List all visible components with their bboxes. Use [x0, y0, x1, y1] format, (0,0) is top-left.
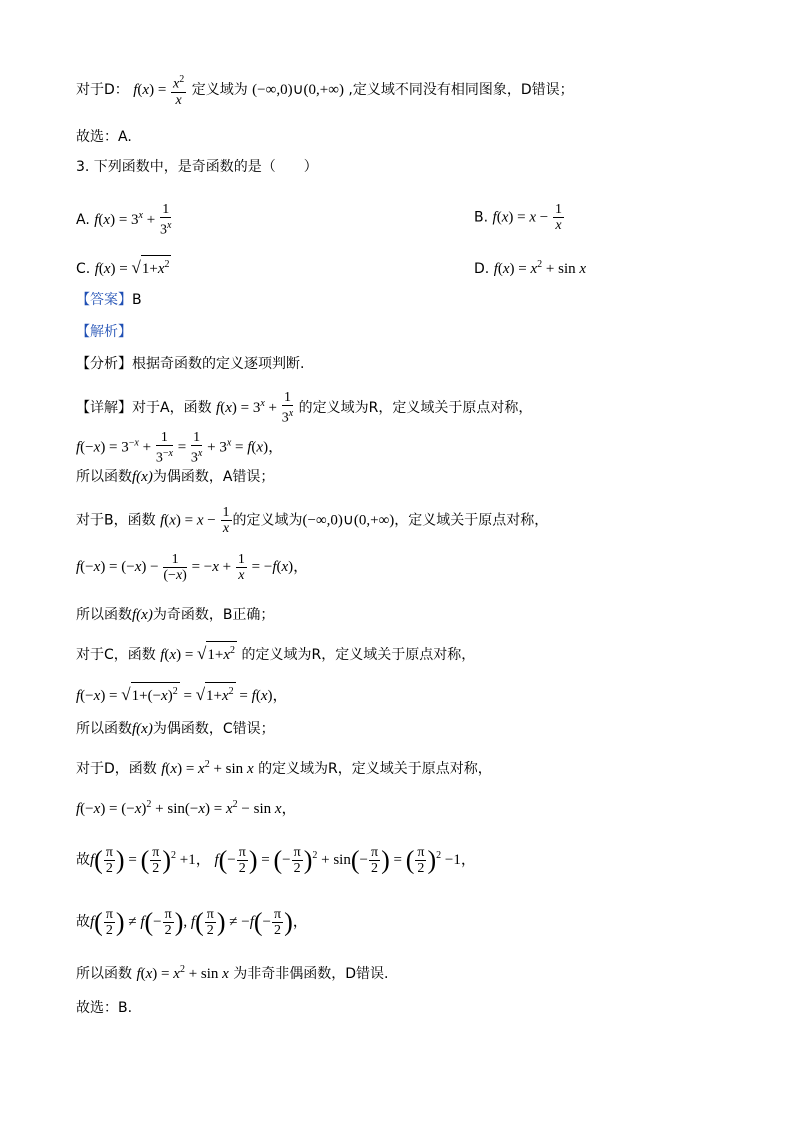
fraction: $\frac{1}{3^x}$: [159, 202, 172, 238]
label-text: 故: [76, 913, 90, 930]
fraction: $\frac{\pi}{2}$: [105, 907, 113, 938]
option-row-ab: [76, 202, 716, 238]
option-b-formula: f(x) = x −: [492, 209, 552, 226]
line-d-previous: [76, 72, 574, 108]
detail-d-conclusion: [76, 960, 389, 984]
fraction: $\frac{1}{x}$: [237, 552, 245, 583]
detail-a-intro: [76, 390, 532, 426]
label-text: 对于C，函数: [76, 647, 156, 663]
fraction: $\frac{1}{(-x)}$: [163, 552, 187, 583]
detail-c-conclusion: [76, 719, 275, 739]
analysis-tag: 【解析】: [76, 324, 132, 340]
option-c-formula: $f(x) = √1+x^2$: [95, 261, 172, 277]
fraction: $\frac{\pi}{2}$: [417, 845, 425, 876]
label-text: 故: [76, 851, 90, 868]
fraction: $\frac{1}{x}$: [222, 505, 230, 536]
label-text: 定义域为: [191, 81, 248, 98]
math-expression: $f(x) = 3^x$ +: [216, 397, 281, 416]
fraction: $\frac{1}{3^x}$: [281, 390, 294, 426]
option-b: [474, 202, 565, 233]
math-expression: $f(x) = x^2 + \sin x$: [161, 759, 254, 777]
label-text: 所以函数: [76, 607, 132, 623]
math-expression: f(x): [132, 469, 153, 485]
label-text: 为非奇非偶函数，D错误.: [233, 966, 389, 982]
detail-b-conclusion: [76, 605, 274, 625]
label-text: ,定义域不同没有相同图象，D错误；: [348, 81, 574, 98]
fraction: $\frac{x^2}{x}$: [173, 74, 185, 108]
answer-value: B: [132, 292, 142, 308]
math-expression: f(x) =: [133, 81, 171, 98]
detail-b-equation: f(−x) = (−x) − $\frac{1}{(-x)}$ = −x + $\frac{1}{x}$ = −f(x)，: [76, 552, 309, 583]
label-text: 对于D：: [76, 81, 129, 98]
math-expression: (−∞,0)∪(0,+∞): [302, 512, 395, 529]
detail-d-inequality: [76, 907, 308, 938]
detail-a-equation: $f(-x) = 3^{-x}$ + $\frac{1}{3^{-x}}$ = $\frac{1}{3^x}$ + $3^x = f(x)$，: [76, 430, 284, 466]
label-text: ，定义域关于原点对称，: [394, 512, 549, 529]
math-expression: f( $\frac{\pi}{2}$ ) ≠ f(− $\frac{\pi}{2}$ ), f( $\frac{\pi}{2}$ ) ≠ −f(− $\frac{\pi}{2}$ )，: [90, 907, 308, 938]
option-d: [474, 255, 586, 279]
answer-previous: 故选：A.: [76, 129, 132, 145]
label-text: 的定义域为R，定义域关于原点对称，: [258, 761, 492, 777]
fraction: $\frac{\pi}{2}$: [274, 907, 282, 938]
fraction: $\frac{\pi}{2}$: [293, 845, 301, 876]
option-a-label: A.: [76, 211, 90, 228]
fraction: $\frac{\pi}{2}$: [370, 845, 379, 876]
fraction: $\frac{\pi}{2}$: [152, 845, 160, 876]
fenxi-tag: 【分析】: [76, 356, 132, 372]
detail-b-intro: [76, 505, 548, 536]
option-a-formula: $f(x) = 3^x$ +: [94, 209, 159, 228]
fraction: $\frac{1}{x}$: [554, 202, 562, 233]
fraction: $\frac{\pi}{2}$: [238, 845, 246, 876]
label-text: 对于A，函数: [132, 399, 212, 416]
math-expression: f( $\frac{\pi}{2}$ ) = ( $\frac{\pi}{2}$ )$^2$ +1， f(− $\frac{\pi}{2}$ ) = (− $\frac{\pi}{2}$ )$^2$ + sin(− $\frac{\pi}{2}$ ) = ( $\frac{\pi}{2}$ )$^2$ −1，: [90, 845, 476, 876]
answer-tag: 【答案】: [76, 292, 132, 308]
option-row-cd: [76, 255, 716, 279]
label-text: 所以函数: [76, 966, 132, 982]
fraction: $\frac{1}{3^{-x}}$: [155, 430, 173, 466]
detail-d-equation: $f(-x) = (-x)^2 + \sin(-x) = x^2 - \sin x$，: [76, 799, 297, 817]
math-expression: f(x): [132, 721, 153, 737]
option-d-label: D.: [474, 261, 490, 277]
answer-line: [76, 290, 142, 310]
fraction: $\frac{\pi}{2}$: [164, 907, 172, 938]
math-expression: $f(x) = √1+x^2$: [160, 647, 237, 663]
math-expression: f(x): [132, 607, 153, 623]
detail-d-values: [76, 845, 476, 876]
fraction: $\frac{\pi}{2}$: [206, 907, 214, 938]
math-expression: f(x) = x −: [160, 512, 220, 529]
fraction: $\frac{\pi}{2}$: [105, 845, 113, 876]
detail-d-intro: [76, 755, 492, 779]
fraction: $\frac{1}{3^x}$: [190, 430, 203, 466]
detail-c-intro: [76, 641, 475, 665]
label-text: 的定义域为: [232, 512, 303, 529]
math-expression: $f(x) = x^2 + \sin x$: [136, 964, 229, 982]
option-c-label: C.: [76, 261, 91, 277]
fenxi-line: [76, 354, 304, 374]
detail-tag: 【详解】: [76, 399, 132, 416]
label-text: 为奇函数，B正确；: [152, 607, 275, 623]
math-expression: (−∞,0)∪(0,+∞): [252, 81, 344, 98]
label-text: 所以函数: [76, 721, 132, 737]
label-text: 对于B，函数: [76, 512, 156, 529]
label-text: 为偶函数，C错误；: [152, 721, 275, 737]
label-text: 的定义域为R，定义域关于原点对称，: [298, 399, 533, 416]
detail-c-equation: $f(-x) = √1+(-x)^2 = √1+x^2 = f(x)$，: [76, 682, 287, 706]
label-text: 所以函数: [76, 469, 132, 485]
label-text: 为偶函数，A错误；: [152, 469, 275, 485]
option-d-formula: $f(x) = x^2 + \sin x$: [493, 259, 587, 277]
label-text: 对于D，函数: [76, 761, 157, 777]
option-b-label: B.: [474, 209, 489, 226]
detail-a-conclusion: [76, 467, 274, 487]
question-title: 3. 下列函数中，是奇函数的是（ ）: [76, 159, 318, 175]
final-answer: 故选：B.: [76, 1000, 133, 1016]
label-text: 的定义域为R，定义域关于原点对称，: [241, 647, 476, 663]
fenxi-text: 根据奇函数的定义逐项判断.: [132, 356, 305, 372]
